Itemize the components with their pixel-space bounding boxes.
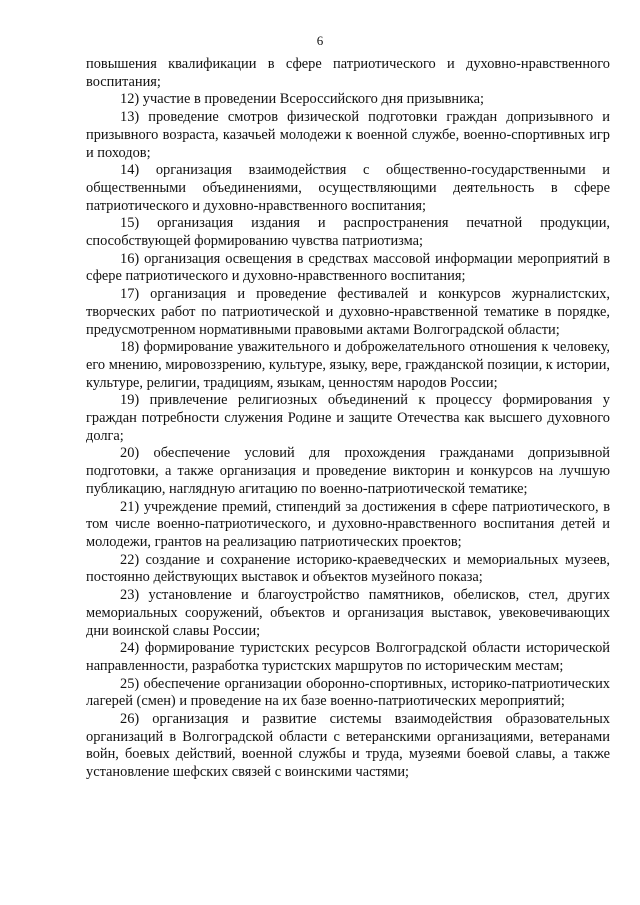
list-item-23: 23) установление и благоустройство памятников, обелисков, стел, других мемориальных сооружений, объектов и организация выставок, увековечивающих дни воинской славы России; [86,587,610,639]
list-item-22: 22) создание и сохранение историко-краеведческих и мемориальных музеев, постоянно действующих выставок и объектов музейного показа; [86,551,610,586]
list-item-26: 26) организация и развитие системы взаимодействия образовательных организаций в Волгоградской области с ветеранскими организациями, ветеранами войн, боевых действий, военной службы и труда, музеями боевой славы, а также установление шефских связей с воинскими частями; [86,711,610,781]
document-body [86,56,610,782]
list-item-24: 24) формирование туристских ресурсов Волгоградской области исторической направленности, разработка туристских маршрутов по историческим местам; [86,640,610,674]
list-item-20: 20) обеспечение условий для прохождения гражданами допризывной подготовки, а также организация и проведение викторин и конкурсов на лучшую публикацию, наглядную агитацию по военно-патриотической тематике; [86,445,610,497]
list-item-15: 15) организация издания и распространения печатной продукции, способствующей формированию чувства патриотизма; [86,215,610,250]
page-number: 6 [316,33,324,48]
list-item-13: 13) проведение смотров физической подготовки граждан допризывного и призывного возраста, казачьей молодежи к военной службе, военно-спортивных игр и походов; [86,109,610,161]
list-item-14: 14) организация взаимодействия с общественно-государственными и общественными объединениями, осуществляющими деятельность в сфере патриотического и духовно-нравственного воспитания; [86,162,610,214]
list-item-18: 18) формирование уважительного и доброжелательного отношения к человеку, его мнению, мировоззрению, культуре, языку, вере, гражданской позиции, к истории, культуре, религии, традициям, языкам, ценностям народов России; [86,339,610,391]
list-item-16: 16) организация освещения в средствах массовой информации мероприятий в сфере патриотического и духовно-нравственного воспитания; [86,250,610,285]
list-item-21: 21) учреждение премий, стипендий за достижения в сфере патриотического, в том числе военно-патриотического, и духовно-нравственного воспитания детей и молодежи, грантов на реализацию патриотических проектов; [86,498,610,550]
list-item-25: 25) обеспечение организации оборонно-спортивных, историко-патриотических лагерей (смен) и проведение на их базе военно-патриотических мероприятий; [86,675,610,710]
paragraph-continuation: повышения квалификации в сфере патриотического и духовно-нравственного воспитания; [86,56,610,90]
list-item-17: 17) организация и проведение фестивалей и конкурсов журналистских, творческих работ по патриотической и духовно-нравственной тематике в порядке, предусмотренном нормативными правовыми актами Волгоградской области; [86,286,610,338]
list-item-12: 12) участие в проведении Всероссийского дня призывника; [120,91,484,108]
list-item-19: 19) привлечение религиозных объединений к процессу формирования у граждан потребности служения Родине и защите Отечества как высшего духовного долга; [86,392,610,444]
